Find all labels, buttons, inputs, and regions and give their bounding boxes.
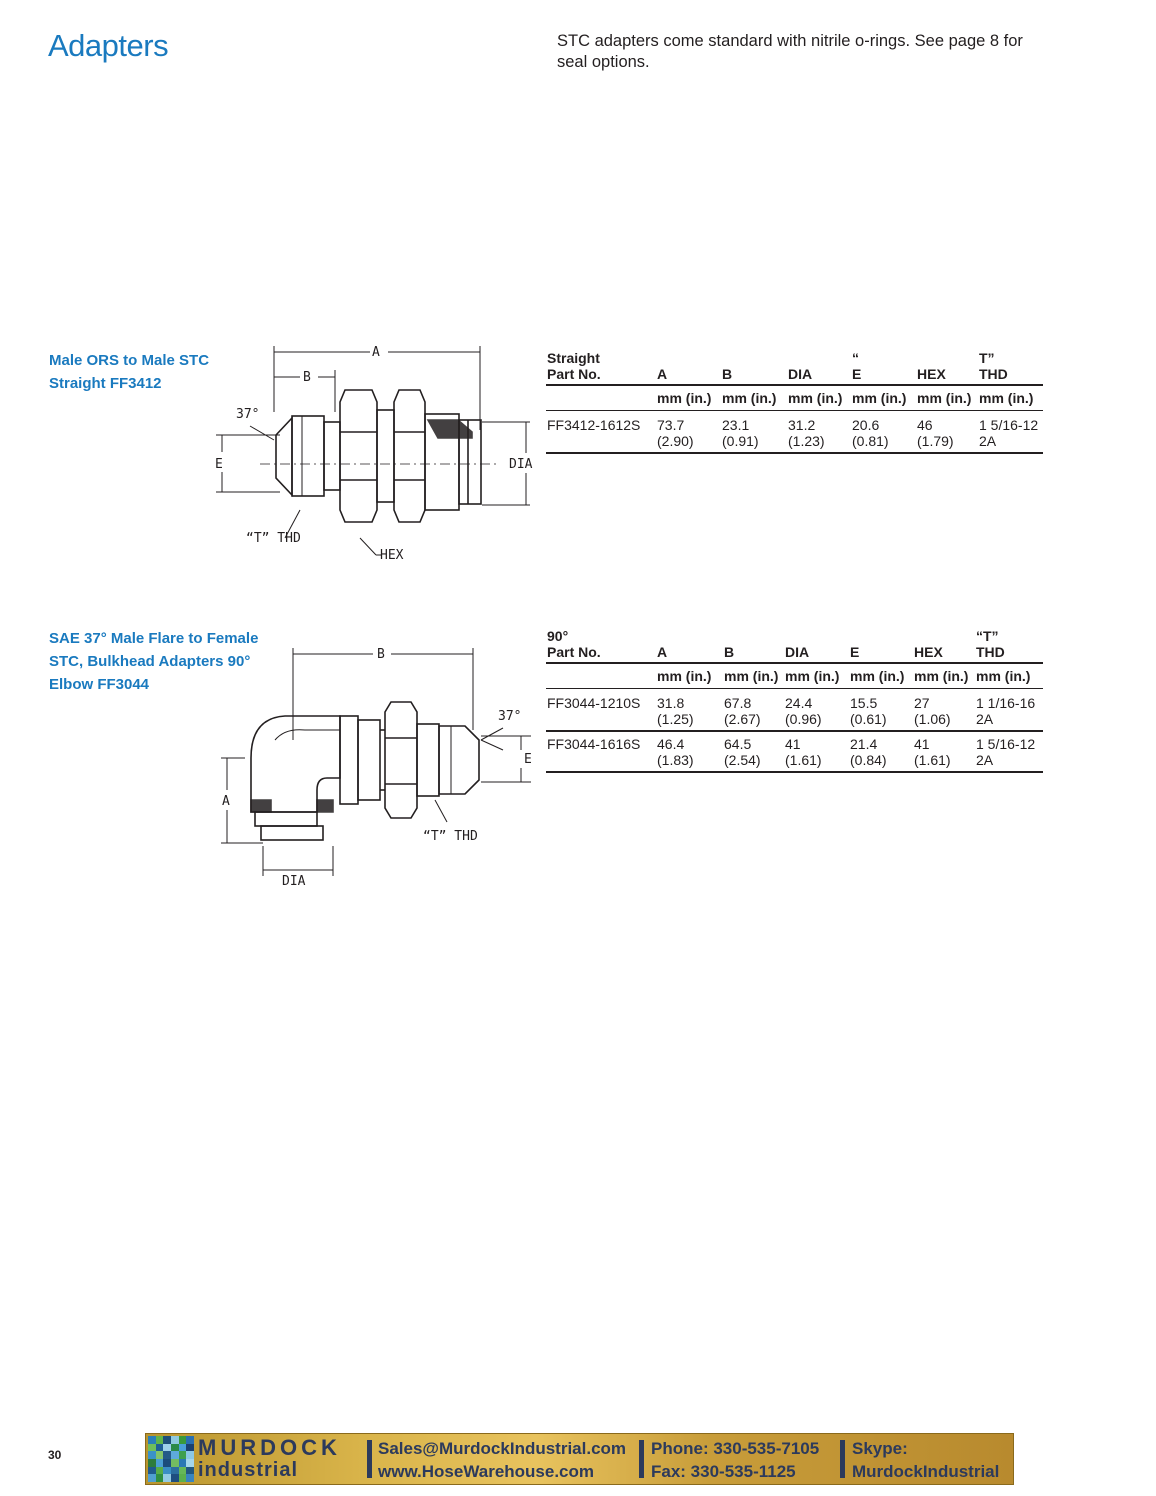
elbow-adapter-drawing bbox=[215, 640, 545, 895]
unit-cell: mm (in.) bbox=[975, 663, 1043, 689]
cell-a: 31.8 (1.25) bbox=[656, 689, 723, 732]
col-a: A bbox=[657, 366, 668, 382]
fax-text: Fax: 330-535-1125 bbox=[651, 1462, 796, 1481]
cell-b: 67.8 (2.67) bbox=[723, 689, 784, 732]
cell-dia: 41 (1.61) bbox=[784, 731, 849, 772]
cell-hex: 41 (1.61) bbox=[913, 731, 975, 772]
page-number: 30 bbox=[48, 1448, 62, 1462]
part-number: FF3044-1616S bbox=[546, 731, 656, 772]
unit-cell: mm (in.) bbox=[656, 663, 723, 689]
col-b: B bbox=[724, 644, 735, 660]
dim-e-label: E bbox=[215, 457, 223, 472]
brand-logo-mosaic bbox=[148, 1436, 194, 1482]
cell-hex: 46 (1.79) bbox=[916, 411, 978, 454]
table-units-row bbox=[546, 385, 1043, 411]
table-row bbox=[546, 731, 1043, 772]
unit-cell: mm (in.) bbox=[851, 385, 916, 411]
contact-banner bbox=[145, 1433, 1014, 1485]
angle-label: 37° bbox=[236, 407, 260, 422]
dim-e-label: E bbox=[524, 752, 532, 767]
page-title: Adapters bbox=[48, 28, 169, 63]
unit-cell: mm (in.) bbox=[723, 663, 784, 689]
angle-label: 37° bbox=[498, 709, 522, 724]
unit-cell: mm (in.) bbox=[978, 385, 1043, 411]
table-header-row bbox=[546, 628, 1043, 663]
divider bbox=[840, 1440, 845, 1478]
cell-a: 73.7 (2.90) bbox=[656, 411, 721, 454]
contact-skype bbox=[852, 1437, 999, 1483]
email-link[interactable]: Sales@MurdockIndustrial.com bbox=[378, 1439, 627, 1458]
divider bbox=[367, 1440, 372, 1478]
cell-e: 21.4 (0.84) bbox=[849, 731, 913, 772]
skype-id: MurdockIndustrial bbox=[852, 1462, 1000, 1481]
unit-cell: mm (in.) bbox=[787, 385, 851, 411]
brand-name: MURDOCK bbox=[198, 1435, 341, 1460]
col-part-no: 90° Part No. bbox=[547, 628, 601, 660]
divider bbox=[639, 1440, 644, 1478]
col-dia: DIA bbox=[785, 644, 810, 660]
website-link[interactable]: www.HoseWarehouse.com bbox=[378, 1462, 595, 1481]
dim-dia-label: DIA bbox=[282, 874, 306, 889]
phone-text: Phone: 330-535-7105 bbox=[651, 1439, 820, 1458]
table-row bbox=[546, 411, 1043, 454]
part-number: FF3412-1612S bbox=[546, 411, 656, 454]
cell-thd: 1 1/16-16 2A bbox=[975, 689, 1043, 732]
section1-title-line1: Male ORS to Male STC bbox=[49, 352, 210, 369]
section2-title-line3: Elbow FF3044 bbox=[49, 676, 150, 693]
dim-a-label: A bbox=[372, 345, 380, 360]
table-units-row bbox=[546, 663, 1043, 689]
col-hex: HEX bbox=[917, 366, 946, 382]
unit-cell: mm (in.) bbox=[656, 385, 721, 411]
cell-dia: 31.2 (1.23) bbox=[787, 411, 851, 454]
col-a: A bbox=[657, 644, 668, 660]
unit-cell: mm (in.) bbox=[721, 385, 787, 411]
table-header-row bbox=[546, 350, 1043, 385]
col-part-no: Straight Part No. bbox=[547, 350, 601, 382]
unit-cell: mm (in.) bbox=[916, 385, 978, 411]
dim-b-label: B bbox=[303, 370, 311, 385]
section2-title-line1: SAE 37° Male Flare to Female bbox=[49, 630, 259, 647]
cell-dia: 24.4 (0.96) bbox=[784, 689, 849, 732]
col-e: E bbox=[850, 644, 860, 660]
thread-label: “T” THD bbox=[423, 829, 478, 844]
dim-b-label: B bbox=[377, 647, 385, 662]
col-hex: HEX bbox=[914, 644, 943, 660]
unit-cell: mm (in.) bbox=[784, 663, 849, 689]
cell-hex: 27 (1.06) bbox=[913, 689, 975, 732]
part-number: FF3044-1210S bbox=[546, 689, 656, 732]
cell-thd: 1 5/16-12 2A bbox=[975, 731, 1043, 772]
col-dia: DIA bbox=[788, 366, 813, 382]
unit-cell: mm (in.) bbox=[849, 663, 913, 689]
elbow-spec-table bbox=[546, 628, 1043, 773]
hex-label: HEX bbox=[380, 548, 404, 563]
cell-e: 15.5 (0.61) bbox=[849, 689, 913, 732]
cell-a: 46.4 (1.83) bbox=[656, 731, 723, 772]
straight-spec-table bbox=[546, 350, 1043, 454]
col-thd: T” THD bbox=[979, 350, 1008, 382]
unit-cell: mm (in.) bbox=[913, 663, 975, 689]
intro-text: STC adapters come standard with nitrile o-rings. See page 8 for seal options. bbox=[557, 32, 1023, 71]
section1-title-line2: Straight FF3412 bbox=[49, 375, 162, 392]
brand-subtitle: industrial bbox=[198, 1459, 299, 1481]
table-row bbox=[546, 689, 1043, 732]
contact-phone bbox=[651, 1437, 819, 1483]
skype-label: Skype: bbox=[852, 1439, 908, 1458]
dim-a-label: A bbox=[222, 794, 230, 809]
cell-thd: 1 5/16-12 2A bbox=[978, 411, 1043, 454]
cell-b: 23.1 (0.91) bbox=[721, 411, 787, 454]
dim-dia-label: DIA bbox=[509, 457, 533, 472]
section2-title-line2: STC, Bulkhead Adapters 90° bbox=[49, 653, 251, 670]
cell-e: 20.6 (0.81) bbox=[851, 411, 916, 454]
cell-b: 64.5 (2.54) bbox=[723, 731, 784, 772]
col-b: B bbox=[722, 366, 733, 382]
straight-adapter-drawing bbox=[210, 340, 550, 570]
thread-label: “T” THD bbox=[246, 531, 301, 546]
contact-web bbox=[378, 1437, 626, 1483]
section1-title bbox=[49, 349, 209, 395]
col-e: “ E bbox=[852, 350, 862, 382]
col-thd: “T” THD bbox=[976, 628, 1005, 660]
